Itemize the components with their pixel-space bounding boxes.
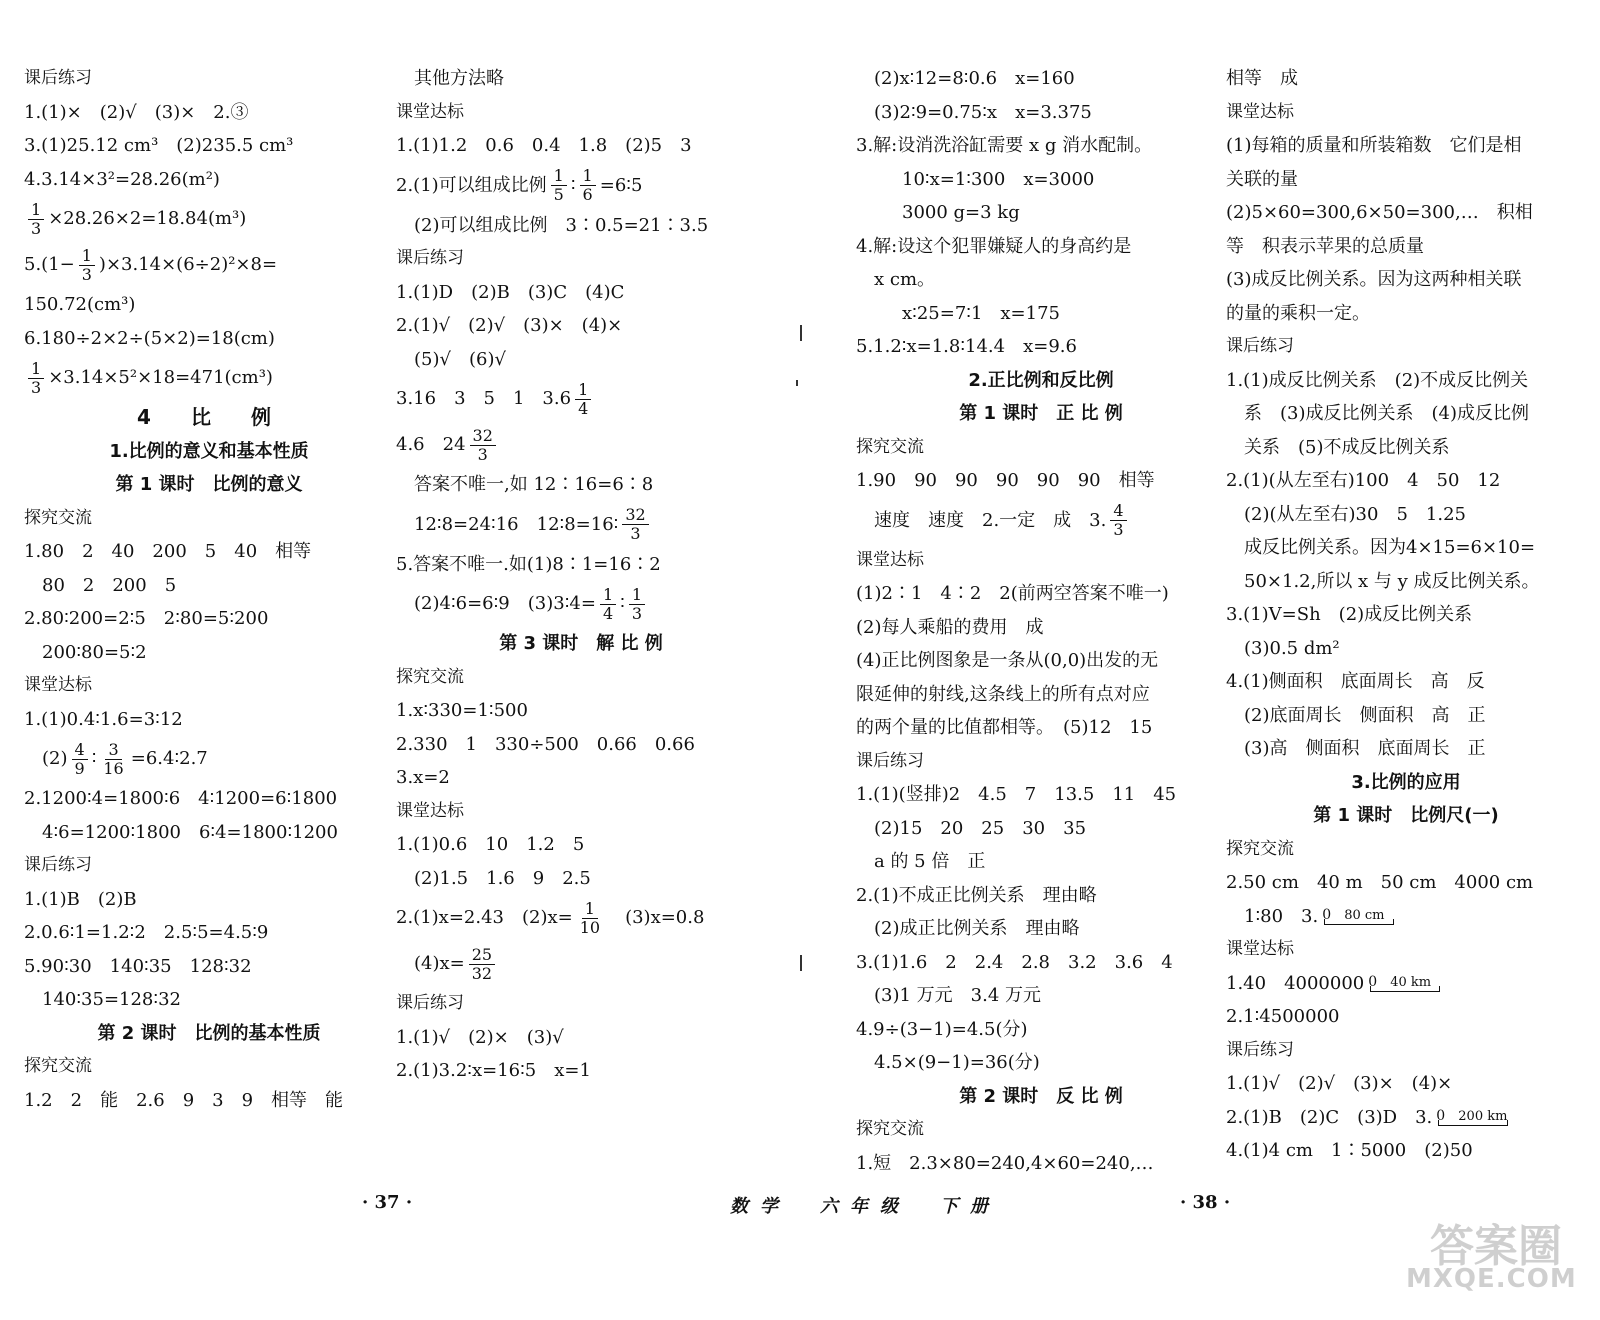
answer-line: 相等 成 xyxy=(1226,68,1298,89)
lesson-title: 第 2 课时 反 比 例 xyxy=(959,1085,1123,1107)
fraction: $\frac{25}{32}$ xyxy=(469,946,495,983)
answer-line: 5.答案不唯一.如(1)8∶1=16∶2 xyxy=(396,553,661,575)
column-4 xyxy=(1226,62,1586,1168)
fraction: $\frac{1}{3}$ xyxy=(79,247,95,284)
answer-line: 1.(1)× (2)√ (3)× 2.③ xyxy=(24,101,249,123)
fraction: $\frac{3}{16}$ xyxy=(103,739,124,778)
answer-line: 速度 速度 2.一定 成 3. $\frac{4}{3}$ xyxy=(856,498,1226,544)
answer-line: a 的 5 倍 正 xyxy=(874,851,986,872)
answer-line: 关系 (5)不成反比例关系 xyxy=(1244,436,1450,458)
answer-line: 1.(1)(竖排)2 4.5 7 13.5 11 45 xyxy=(856,784,1177,805)
fraction: $\frac{1}{6}$ xyxy=(580,167,596,204)
answer-line: (2)每人乘船的费用 成 xyxy=(856,616,1044,638)
answer-line: 4.9÷(3−1)=4.5(分) xyxy=(856,1018,1028,1040)
answer-line: $\frac{1}{3}$ ×3.14×5²×18=471(cm³) xyxy=(24,355,394,401)
column-2 xyxy=(396,62,766,1088)
section-label: 课后练习 xyxy=(24,68,92,88)
answer-line: 1.(1)√ (2)× (3)√ xyxy=(396,1026,564,1048)
answer-line: 4.(1)侧面积 底面周长 高 反 xyxy=(1226,671,1485,692)
scale-bar: 0 80 cm xyxy=(1322,905,1396,929)
fraction: $\frac{1}{4}$ xyxy=(575,381,591,418)
answer-line: 2.(1)x=2.43 (2)x= $\frac{1}{10}$ (3)x=0.8 xyxy=(396,898,705,937)
answer-line: 4.3.14×3²=28.26(m²) xyxy=(24,168,220,190)
answer-line: 2.0.6∶1=1.2∶2 2.5∶5=4.5∶9 xyxy=(24,922,269,943)
answer-line: 4∶6=1200∶1800 6∶4=1800∶1200 xyxy=(42,821,338,843)
answer-line: (2)5×60=300,6×50=300,… 积相 xyxy=(1226,202,1533,223)
answer-line: 3.(1)25.12 cm³ (2)235.5 cm³ xyxy=(24,135,294,156)
answer-line: (1)每箱的质量和所装箱数 它们是相 xyxy=(1226,135,1522,156)
answer-line: (2)成正比例关系 理由略 xyxy=(874,918,1080,939)
fraction: $\frac{1}{10}$ xyxy=(579,898,601,937)
scale-bar: 0 40 km xyxy=(1368,972,1442,996)
column-1 xyxy=(24,62,394,1117)
section-title: 2.正比例和反比例 xyxy=(968,369,1114,391)
answer-line: 等 积表示苹果的总质量 xyxy=(1226,235,1424,257)
watermark-text: 答案圈 xyxy=(1430,1221,1562,1272)
chapter-title: 4 比 例 xyxy=(137,405,281,429)
answer-line: (2)可以组成比例 3∶0.5=21∶3.5 xyxy=(414,214,709,236)
answer-line: 3.16 3 5 1 3.6 $\frac{1}{4}$ xyxy=(396,376,766,422)
answer-line: 1.短 2.3×80=240,4×60=240,… xyxy=(856,1152,1154,1174)
answer-line: 6.180÷2×2÷(5×2)=18(cm) xyxy=(24,327,275,349)
lesson-title: 第 3 课时 解 比 例 xyxy=(499,633,663,654)
answer-line: 4.5×(9−1)=36(分) xyxy=(874,1052,1040,1073)
page-number-left: · 37 · xyxy=(362,1192,413,1213)
answer-line: 3.解:设消洗浴缸需要 x g 消水配制。 xyxy=(856,135,1153,156)
section-label: 课后练习 xyxy=(856,750,924,771)
section-label: 课堂达标 xyxy=(1226,939,1294,959)
answer-line: (2)15 20 25 30 35 xyxy=(874,817,1087,839)
answer-line: 答案不唯一,如 12∶16=6∶8 xyxy=(414,474,654,495)
scale-bar: 0 200 km xyxy=(1436,1107,1508,1124)
answer-line: 2.330 1 330÷500 0.66 0.66 xyxy=(396,733,695,755)
scan-mark xyxy=(800,955,802,971)
section-label: 课堂达标 xyxy=(1226,101,1294,122)
lesson-title: 第 1 课时 正 比 例 xyxy=(959,403,1123,424)
answer-line: 其他方法略 xyxy=(414,68,504,89)
answer-line: 10∶x=1∶300 x=3000 xyxy=(902,168,1095,190)
answer-line: 1.80 2 40 200 5 40 相等 xyxy=(24,541,312,562)
answer-line: x∶25=7∶1 x=175 xyxy=(902,302,1061,324)
answer-line: 2.(1)B (2)C (3)D 3. 0 200 km xyxy=(1226,1101,1586,1135)
answer-line: 1.2 2 能 2.6 9 3 9 相等 能 xyxy=(24,1089,344,1111)
answer-line: 关联的量 xyxy=(1226,168,1298,190)
answer-line: 1.(1)0.4∶1.6=3∶12 xyxy=(24,708,183,730)
section-label: 课后练习 xyxy=(1226,336,1294,356)
section-label: 探究交流 xyxy=(856,436,924,457)
answer-line: 1.(1)D (2)B (3)C (4)C xyxy=(396,281,625,303)
answer-line: (5)√ (6)√ xyxy=(414,348,506,370)
answer-line: 1.x∶330=1∶500 xyxy=(396,700,528,721)
answer-line: 2.(1)3.2∶x=16∶5 x=1 xyxy=(396,1060,591,1081)
answer-line: 140∶35=128∶32 xyxy=(42,989,181,1010)
section-label: 课堂达标 xyxy=(396,800,464,821)
answer-line: 5.1.2∶x=1.8∶14.4 x=9.6 xyxy=(856,336,1077,357)
answer-line: 50×1.2,所以 x 与 y 成反比例关系。 xyxy=(1244,570,1540,592)
answer-line: 12∶8=24∶16 12∶8=16∶ $\frac{32}{3}$ xyxy=(396,502,766,548)
answer-line: 3000 g=3 kg xyxy=(902,202,1020,223)
answer-line: 5.90∶30 140∶35 128∶32 xyxy=(24,955,252,977)
answer-line: 1.(1)B (2)B xyxy=(24,888,137,910)
section-title: 1.比例的意义和基本性质 xyxy=(109,440,309,462)
answer-line: (2) $\frac{4}{9}$ ∶ $\frac{3}{16}$ =6.4∶2.7 xyxy=(42,739,208,778)
lesson-title: 第 2 课时 比例的基本性质 xyxy=(97,1022,321,1044)
answer-line: 3.(1)1.6 2 2.4 2.8 3.2 3.6 4 xyxy=(856,951,1173,973)
answer-line: (4)正比例图象是一条从(0,0)出发的无 xyxy=(856,650,1159,671)
answer-line: (2)4∶6=6∶9 (3)3∶4= $\frac{1}{4}$ ∶ $\frac{1}{3}$ xyxy=(396,581,766,627)
answer-line: 3.(1)V=Sh (2)成反比例关系 xyxy=(1226,604,1473,625)
lesson-title: 第 1 课时 比例尺(一) xyxy=(1313,805,1499,826)
fraction: $\frac{4}{3}$ xyxy=(1110,502,1126,539)
answer-line: 150.72(cm³) xyxy=(24,294,136,315)
section-label: 课后练习 xyxy=(24,855,92,875)
answer-line: 2.(1)不成正比例关系 理由略 xyxy=(856,884,1097,906)
answer-line: 80 2 200 5 xyxy=(42,574,177,596)
section-label: 探究交流 xyxy=(856,1119,924,1139)
answer-line: 4.解:设这个犯罪嫌疑人的身高约是 xyxy=(856,235,1132,257)
book-title-footer: 数学 六年级 下册 xyxy=(730,1196,1000,1217)
answer-line: 1∶80 3. 0 80 cm xyxy=(1226,900,1586,934)
watermark-logo xyxy=(1390,1210,1590,1310)
answer-line: 2.(1)√ (2)√ (3)× (4)× xyxy=(396,315,623,336)
answer-line: (4)x= $\frac{25}{32}$ xyxy=(396,941,766,987)
answer-line: 4.6 24 $\frac{32}{3}$ xyxy=(396,422,766,468)
watermark-url: MXQE.COM xyxy=(1406,1264,1577,1294)
answer-line: (3)成反比例关系。因为这两种相关联 xyxy=(1226,269,1522,290)
answer-line: 1.(1)0.6 10 1.2 5 xyxy=(396,834,585,855)
answer-line: 2.1200∶4=1800∶6 4∶1200=6∶1800 xyxy=(24,788,338,809)
lesson-title: 第 1 课时 比例的意义 xyxy=(115,474,303,495)
answer-line: 4.(1)4 cm 1∶5000 (2)50 xyxy=(1226,1140,1473,1161)
fraction: $\frac{32}{3}$ xyxy=(470,427,496,464)
answer-line: 1.(1)成反比例关系 (2)不成反比例关 xyxy=(1226,369,1529,391)
fraction: $\frac{1}{4}$ xyxy=(600,586,616,623)
answer-line: 5.(1− $\frac{1}{3}$ )×3.14×(6÷2)²×8= xyxy=(24,245,278,284)
answer-line: 1.90 90 90 90 90 90 相等 xyxy=(856,470,1155,491)
scan-mark xyxy=(796,380,798,386)
section-label: 课后练习 xyxy=(396,248,464,268)
page-number-right: · 38 · xyxy=(1180,1192,1231,1213)
answer-line: x cm。 xyxy=(874,269,936,290)
answer-line: (3)2∶9=0.75∶x x=3.375 xyxy=(874,101,1092,123)
fraction: $\frac{4}{9}$ xyxy=(72,741,88,778)
section-label: 课堂达标 xyxy=(396,101,464,122)
fraction: $\frac{1}{5}$ xyxy=(551,167,567,204)
fraction: $\frac{1}{3}$ xyxy=(28,360,44,397)
answer-line: 的两个量的比值都相等。 (5)12 15 xyxy=(856,717,1153,738)
answer-line: 3.x=2 xyxy=(396,767,450,788)
section-label: 课堂达标 xyxy=(856,549,924,570)
answer-line: (2)1.5 1.6 9 2.5 xyxy=(414,867,591,889)
answer-line: (2)x∶12=8∶0.6 x=160 xyxy=(874,68,1075,89)
answer-line: 200∶80=5∶2 xyxy=(42,641,147,663)
answer-line: 2.(1)可以组成比例 $\frac{1}{5}$ ∶ $\frac{1}{6}$ =6∶5 xyxy=(396,166,643,204)
answer-line: 2.50 cm 40 m 50 cm 4000 cm xyxy=(1226,872,1534,893)
answer-line: 2.1∶4500000 xyxy=(1226,1006,1340,1027)
answer-line: $\frac{1}{3}$ ×28.26×2=18.84(m³) xyxy=(24,196,394,242)
answer-line: 的量的乘积一定。 xyxy=(1226,302,1370,324)
answer-line: 1.40 4000000 0 40 km xyxy=(1226,967,1586,1001)
answer-line: 1.(1)√ (2)√ (3)× (4)× xyxy=(1226,1073,1453,1094)
answer-line: (3)1 万元 3.4 万元 xyxy=(874,985,1042,1006)
answer-line: (3)高 侧面积 底面周长 正 xyxy=(1244,738,1486,759)
fraction: $\frac{1}{3}$ xyxy=(629,586,645,623)
scan-mark xyxy=(800,325,802,341)
section-label: 探究交流 xyxy=(1226,838,1294,859)
fraction: $\frac{32}{3}$ xyxy=(622,506,648,543)
answer-line: (2)底面周长 侧面积 高 正 xyxy=(1244,704,1486,726)
answer-line: 成反比例关系。因为4×15=6×10= xyxy=(1244,537,1536,558)
section-label: 课堂达标 xyxy=(24,675,92,695)
section-label: 探究交流 xyxy=(396,666,464,687)
section-label: 探究交流 xyxy=(24,507,92,528)
answer-line: 系 (3)成反比例关系 (4)成反比例 xyxy=(1244,403,1529,424)
section-label: 课后练习 xyxy=(1226,1039,1294,1060)
answer-line: (1)2∶1 4∶2 2(前两空答案不唯一) xyxy=(856,583,1169,604)
answer-line: 2.80∶200=2∶5 2∶80=5∶200 xyxy=(24,608,269,629)
fraction: $\frac{1}{3}$ xyxy=(28,201,44,238)
section-title: 3.比例的应用 xyxy=(1351,771,1461,793)
section-label: 探究交流 xyxy=(24,1056,92,1076)
column-3 xyxy=(856,62,1226,1180)
section-label: 课后练习 xyxy=(396,993,464,1013)
answer-line: (3)0.5 dm² xyxy=(1244,637,1340,659)
answer-line: 限延伸的射线,这条线上的所有点对应 xyxy=(856,683,1150,705)
answer-line: 2.(1)(从左至右)100 4 50 12 xyxy=(1226,470,1501,491)
answer-line: 1.(1)1.2 0.6 0.4 1.8 (2)5 3 xyxy=(396,135,692,156)
answer-line: (2)(从左至右)30 5 1.25 xyxy=(1244,503,1466,525)
